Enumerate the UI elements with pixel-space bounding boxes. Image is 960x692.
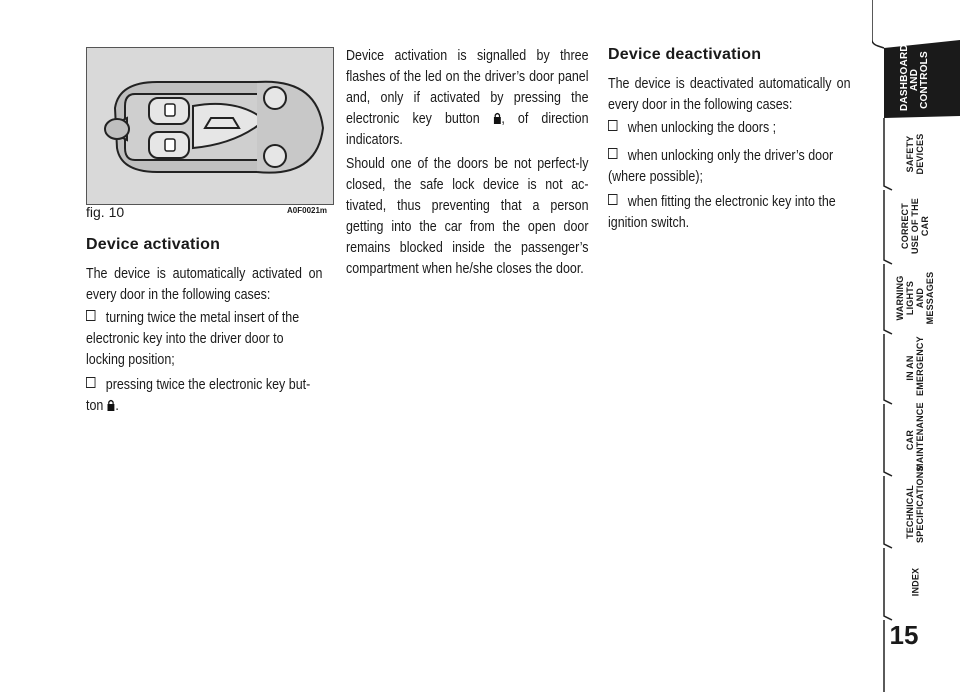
page-number: 15	[889, 620, 919, 650]
tab-dashboard-and-controls[interactable]: DASHBOARD AND CONTROLS	[899, 44, 930, 111]
lock-icon	[107, 399, 116, 411]
deactivation-bullet-2: when unlocking only the driver’s door (where possible);	[608, 148, 834, 185]
tab-index[interactable]: INDEX	[909, 567, 920, 597]
figure-caption: fig. 10	[86, 204, 125, 220]
electronic-key-illustration	[87, 48, 333, 204]
device-deactivation-heading: Device deactivation	[608, 46, 762, 63]
tab-in-an-emergency[interactable]: IN AN EMERGENCY	[905, 336, 925, 396]
bullet-box-icon	[86, 310, 95, 321]
bullet-box-icon	[608, 120, 617, 131]
chapter-tabs	[872, 0, 960, 692]
activation-intro: The device is automatically activated on every door in the following cases:	[86, 266, 323, 303]
activation-signal-text: Device activation is signalled by three flashes of the led on the driver’s door panel and, only if activated by pressing the electronic key button , of direction indicators.	[346, 48, 589, 148]
tab-correct-use-of-the-car[interactable]: CORRECT USE OF THE CAR	[900, 198, 930, 255]
deactivation-bullet-1: when unlocking the doors ;	[608, 118, 851, 139]
key-figure	[86, 47, 334, 205]
bullet-box-icon	[86, 377, 95, 388]
bullet-box-icon	[608, 194, 617, 205]
tab-car-maintenance[interactable]: CAR MAINTENANCE	[905, 402, 925, 471]
figure-code: A0F0021m	[287, 206, 328, 215]
door-not-closed-text: Should one of the doors be not perfect-ly closed, the safe lock device is not ac-tivated, thus preventing that a person getting into the car from the open door remains blocked inside the passenger’s compartment when he/she closes the door.	[346, 156, 589, 277]
deactivation-bullet-3: when fitting the electronic key into the ignition switch.	[608, 194, 836, 231]
activation-bullet-1: turning twice the metal insert of the electronic key into the driver door to locking position;	[86, 310, 300, 368]
deactivation-intro: The device is deactivated automatically on every door in the following cases:	[608, 76, 851, 113]
activation-bullet-2: pressing twice the electronic key but-ton .	[86, 377, 311, 414]
device-activation-heading: Device activation	[86, 236, 221, 253]
tab-technical-specifications[interactable]: TECHNICAL SPECIFICATIONS	[905, 465, 925, 543]
bullet-box-icon	[608, 148, 617, 159]
tab-warning-lights-and-messages[interactable]: WARNING LIGHTS AND MESSAGES	[895, 271, 935, 325]
lock-icon	[493, 112, 502, 124]
tab-safety-devices[interactable]: SAFETY DEVICES	[905, 133, 925, 175]
